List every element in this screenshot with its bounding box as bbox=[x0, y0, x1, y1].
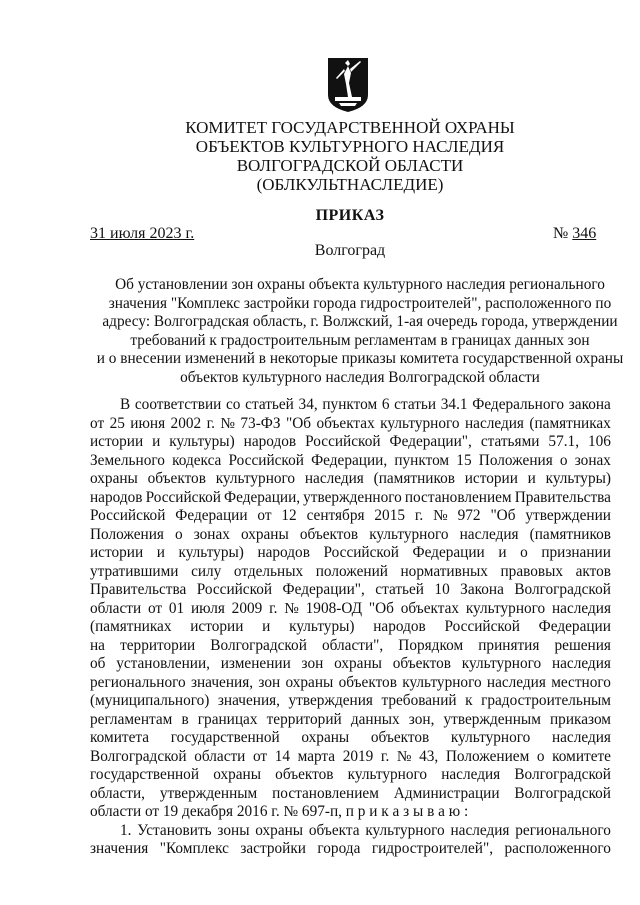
body-line: регионального значения, зон охраны объектов культурного наследия местного bbox=[90, 673, 611, 691]
body-line: В соответствии со статьей 34, пунктом 6 статьи 34.1 Федерального закона bbox=[120, 396, 611, 413]
body-line: государственной охраны объектов культурного наследия Волгоградской bbox=[90, 766, 611, 783]
body-line: Российской Федерации от 12 сентября 2015 г. № 972 "Об утверждении bbox=[90, 507, 611, 524]
title-line: значения "Комплекс застройки города гидростроителей", расположенного по bbox=[108, 294, 612, 312]
body-line: народов Российской Федерации, утвержденного постановлением Правительства bbox=[90, 488, 611, 506]
document-title bbox=[70, 276, 640, 387]
org-line: КОМИТЕТ ГОСУДАРСТВЕННОЙ ОХРАНЫ bbox=[185, 118, 515, 137]
body-line: об установлении, изменении зон охраны объектов культурного наследия bbox=[90, 655, 611, 672]
body-line: Земельного кодекса Российской Федерации, пунктом 15 Положения о зонах bbox=[90, 451, 611, 469]
number-value: 346 bbox=[572, 225, 597, 242]
title-line: объектов культурного наследия Волгоградской области bbox=[180, 368, 540, 386]
body-line: на территории Волгоградской области", Порядком принятия решения bbox=[90, 636, 611, 654]
title-line: требований к градостроительным регламентам в границах данных зон bbox=[130, 331, 590, 349]
document-number bbox=[553, 225, 596, 243]
body-line: комитета государственной охраны объектов культурного наследия bbox=[90, 729, 611, 746]
org-line: (ОБЛКУЛЬТНАСЛЕДИЕ) bbox=[256, 175, 444, 194]
title-line: и о внесении изменений в некоторые приказы комитета государственной охраны bbox=[96, 350, 624, 367]
body-line: истории и культуры) народов Российской Федерации и о признании bbox=[90, 544, 611, 561]
title-line: Об установлении зон охраны объекта культурного наследия регионального bbox=[115, 276, 605, 293]
body-line: истории и культуры) народов Российской Федерации", статьями 57.1, 106 bbox=[90, 433, 611, 450]
body-line: охраны объектов культурного наследия (памятников истории и культуры) bbox=[90, 470, 611, 487]
document-body bbox=[90, 396, 611, 859]
body-line: утратившими силу отдельных положений нормативных правовых актов bbox=[90, 562, 611, 580]
body-line: 1. Установить зоны охраны объекта культурного наследия регионального bbox=[120, 821, 611, 839]
body-line: значения "Комплекс застройки города гидростроителей", расположенного bbox=[90, 840, 611, 857]
volgograd-oblast-emblem bbox=[327, 57, 369, 113]
document-date bbox=[90, 225, 194, 243]
body-line: области от 19 декабря 2016 г. № 697-п, п р и к а з ы в а ю : bbox=[90, 803, 469, 820]
body-line: области, утвержденным постановлением Администрации Волгоградской bbox=[90, 784, 611, 802]
body-line: Правительства Российской Федерации", статьей 10 Закона Волгоградской bbox=[90, 581, 611, 598]
body-line: Положения о зонах охраны объектов культурного наследия (памятников bbox=[90, 525, 611, 543]
body-line: от 25 июня 2002 г. № 73-ФЗ "Об объектах культурного наследия (памятниках bbox=[90, 414, 611, 432]
title-line: адресу: Волгоградская область, г. Волжский, 1-ая очередь города, утверждении bbox=[102, 313, 618, 330]
document-type: ПРИКАЗ bbox=[315, 207, 385, 224]
document-city: Волгоград bbox=[314, 242, 386, 259]
body-line: области от 01 июля 2009 г. № 1908-ОД "Об объектах культурного наследия bbox=[90, 599, 611, 617]
number-prefix: № bbox=[553, 225, 569, 242]
body-line: регламентам в границах территорий данных зон, утвержденным приказом bbox=[90, 710, 611, 728]
organization-name bbox=[120, 118, 580, 194]
body-line: (муниципального) значения, утверждения требований к градостроительным bbox=[90, 692, 611, 709]
org-line: ОБЪЕКТОВ КУЛЬТУРНОГО НАСЛЕДИЯ bbox=[195, 137, 505, 156]
org-line: ВОЛГОГРАДСКОЙ ОБЛАСТИ bbox=[236, 156, 464, 175]
body-line: (памятниках истории и культуры) народов Российской Федерации bbox=[90, 618, 611, 635]
body-line: Волгоградской области от 14 марта 2019 г. № 43, Положением о комитете bbox=[90, 747, 611, 765]
document-date-value: 31 июля 2023 г. bbox=[90, 225, 195, 242]
